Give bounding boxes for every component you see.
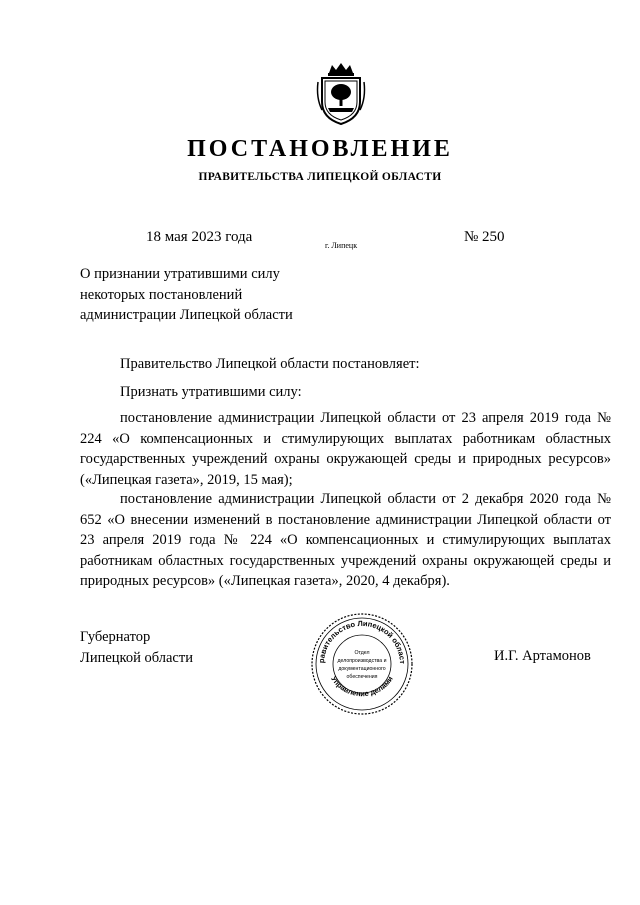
stamp-ring-top: равительство Липецкой област xyxy=(316,618,408,665)
svg-text:Правительство Липецкой области xyxy=(310,612,407,664)
document-number: № 250 xyxy=(464,229,505,245)
paragraph-resolution: Признать утратившими силу: xyxy=(120,384,302,400)
document-date: 18 мая 2023 года xyxy=(146,229,253,245)
heading-line: О признании утратившими силу xyxy=(80,266,280,282)
document-title: ПОСТАНОВЛЕНИЕ xyxy=(187,136,453,162)
position-line: Липецкой области xyxy=(80,649,193,666)
official-stamp xyxy=(310,612,414,716)
position-line: Губернатор xyxy=(80,629,151,645)
signatory-position xyxy=(80,627,193,668)
document-subtitle: ПРАВИТЕЛЬСТВА ЛИПЕЦКОЙ ОБЛАСТИ xyxy=(198,171,442,183)
document-heading xyxy=(80,264,293,326)
stamp-center-line: обеспечения xyxy=(346,674,378,680)
heading-line: администрации Липецкой области xyxy=(80,307,293,323)
coat-of-arms-emblem xyxy=(314,62,368,126)
stamp-center-line: делопроизводства и xyxy=(337,658,387,664)
stamp-center-line: документационного xyxy=(338,666,386,672)
paragraph-item-1: постановление администрации Липецкой области от 23 апреля 2019 года № 224 «О компенсационных и стимулирующих выплатах работникам областных государственных учреждений охраны окружающей среды и природных ресурсов» («Липецкая газета», 2019, 15 мая); xyxy=(80,410,611,488)
heading-line: некоторых постановлений xyxy=(80,286,243,303)
stamp-center-line: Отдел xyxy=(354,650,370,656)
signatory-name: И.Г. Артамонов xyxy=(494,648,591,664)
stamp-ring-bottom: Управление делами xyxy=(329,674,395,699)
paragraph-item-2: постановление администрации Липецкой области от 2 декабря 2020 года № 652 «О внесении изменений в постановление администрации Липецкой области от 23 апреля 2019 года № 224 «О компенсационных и стимулирующих выплатах работникам областных государственных учреждений охраны окружающей среды и природных ресурсов» («Липецкая газета», 2020, 4 декабря). xyxy=(80,491,611,589)
document-city: г. Липецк xyxy=(325,241,358,250)
paragraph-preamble: Правительство Липецкой области постановляет: xyxy=(120,356,420,372)
